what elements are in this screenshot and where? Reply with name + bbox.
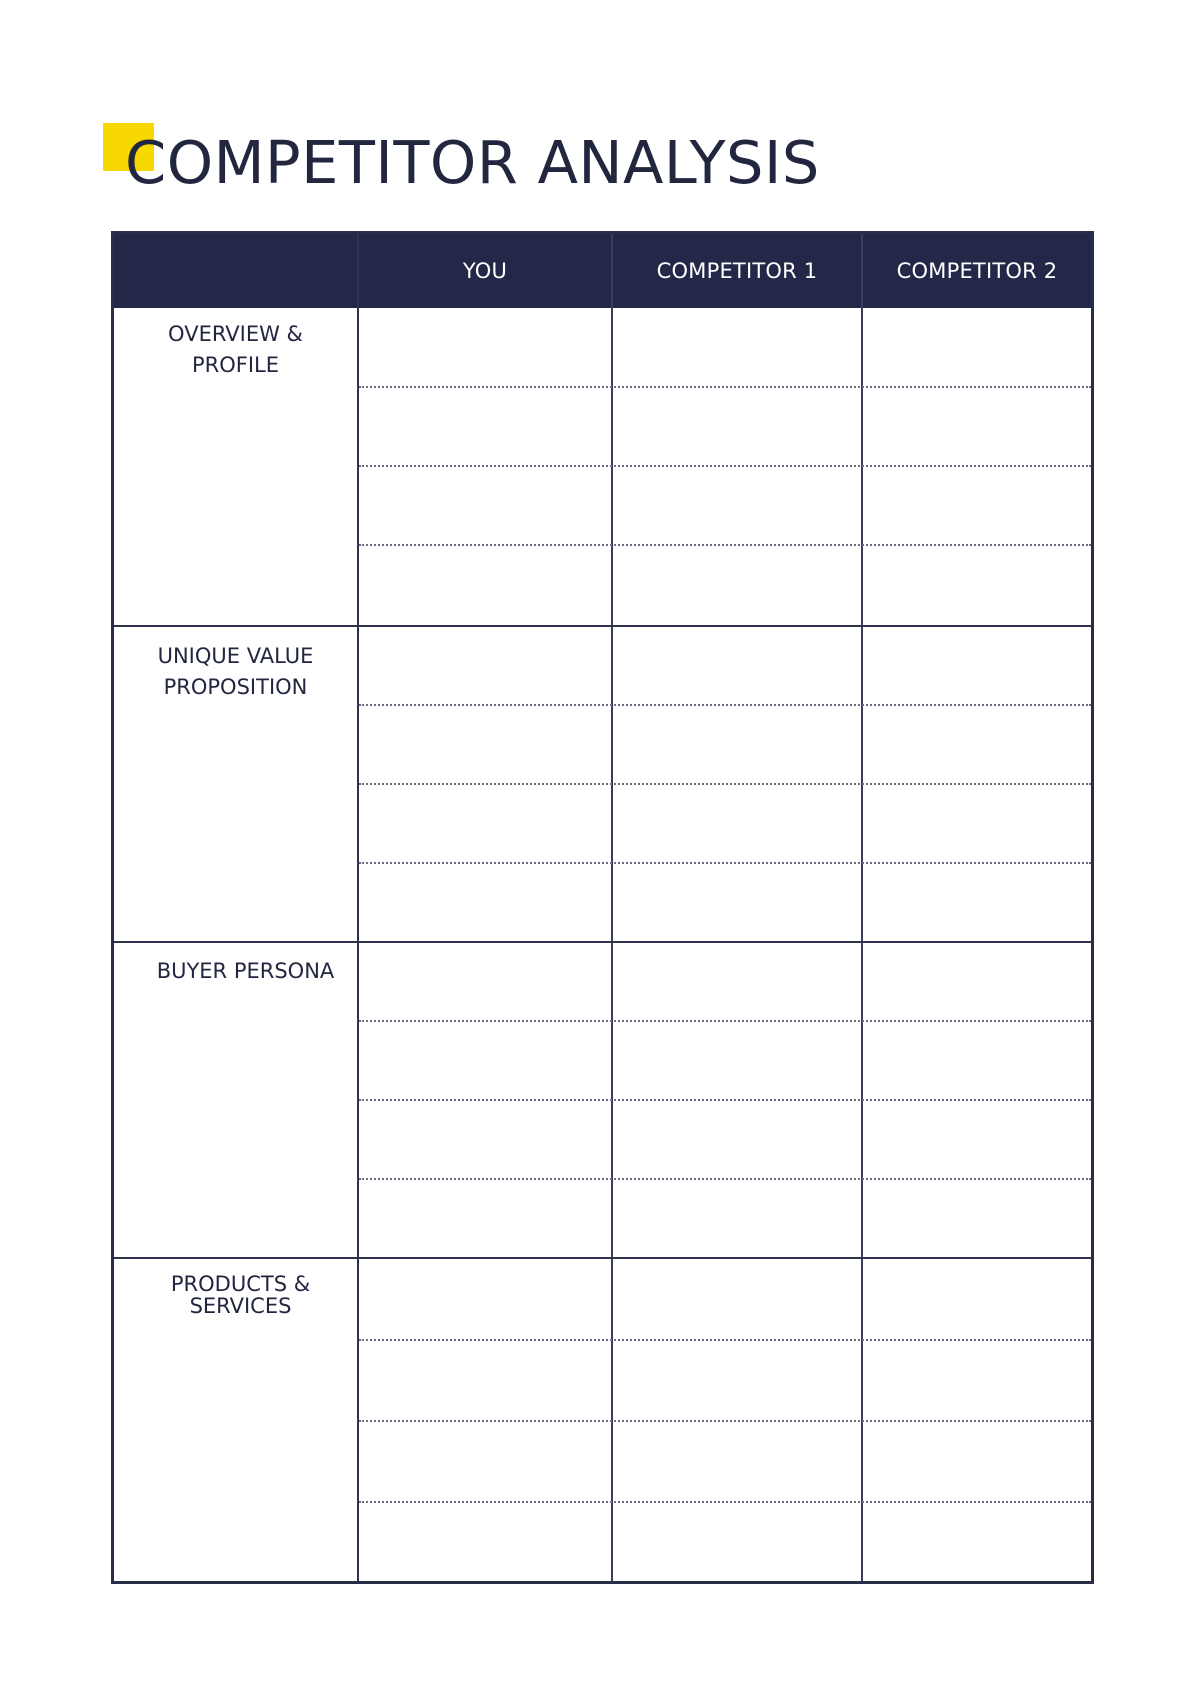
writing-line (359, 1339, 1091, 1341)
table-header (114, 234, 1091, 308)
section-divider-1 (114, 625, 1091, 627)
writing-line (359, 1020, 1091, 1022)
column-divider-label (357, 234, 359, 1581)
writing-line (359, 783, 1091, 785)
row-label-products-services: PRODUCTS & SERVICES (170, 1272, 311, 1318)
writing-line (359, 465, 1091, 467)
header-cell-you: YOU (462, 259, 508, 283)
header-cell-competitor-1: COMPETITOR 1 (656, 259, 818, 283)
row-label-unique-value-proposition: UNIQUE VALUE PROPOSITION (157, 644, 314, 699)
page-title: COMPETITOR ANALYSIS (125, 128, 820, 197)
writing-line (359, 1178, 1091, 1180)
writing-line (359, 386, 1091, 388)
header-cell-blank (114, 234, 357, 308)
row-label-buyer-persona: BUYER PERSONA (156, 959, 335, 983)
writing-line (359, 862, 1091, 864)
competitor-analysis-table (111, 231, 1094, 1584)
row-label-overview-profile: OVERVIEW & PROFILE (168, 322, 303, 377)
writing-line (359, 544, 1091, 546)
section-divider-2 (114, 941, 1091, 943)
writing-line (359, 1420, 1091, 1422)
header-cell-competitor-2: COMPETITOR 2 (896, 259, 1058, 283)
column-divider-you (611, 234, 613, 1581)
writing-line (359, 1099, 1091, 1101)
column-divider-competitor-1 (861, 234, 863, 1581)
section-divider-3 (114, 1257, 1091, 1259)
writing-line (359, 1501, 1091, 1503)
writing-line (359, 704, 1091, 706)
